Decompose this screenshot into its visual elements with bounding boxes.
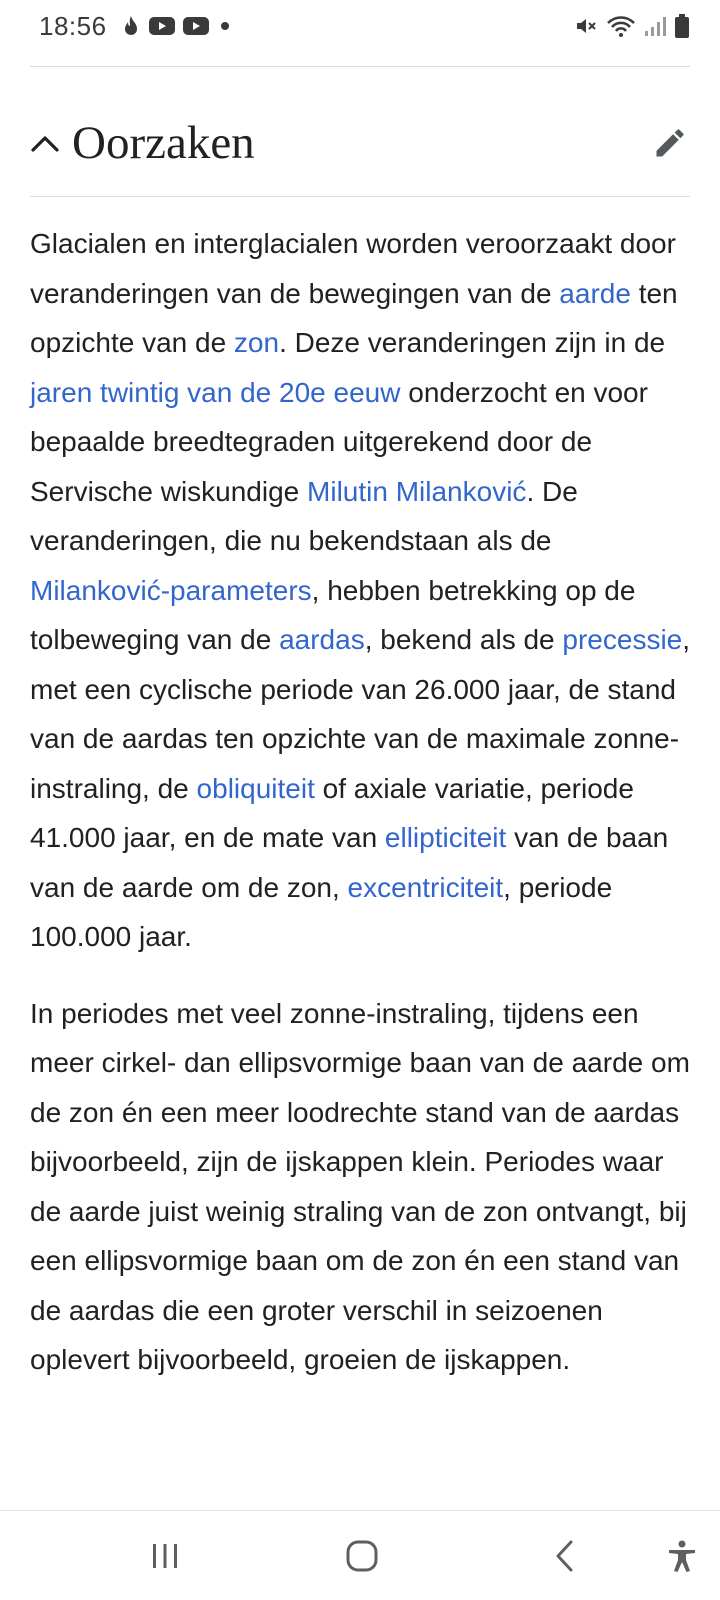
link-milutin-milankovic[interactable]: Milutin Milanković (307, 475, 527, 507)
youtube-icon (183, 16, 209, 36)
text: Glacialen en interglacialen worden veroorzaakt door veranderingen van de bewegingen van de (30, 228, 676, 309)
paragraph: In periodes met veel zonne-instraling, tijdens een meer cirkel- dan ellipsvormige baan van de aarde om de zon én een meer loodrechte stand van de aardas bijvoorbeeld, zijn de ijskappen klein. Periodes waar de aarde juist weinig straling van de zon ontvangt, bij een ellipsvormige baan om de zon én een stand van de aardas die een groter verschil in seizoenen oplevert bijvoorbeeld, groeien de ijskappen. (30, 997, 690, 1375)
back-icon[interactable] (535, 1511, 595, 1600)
recent-apps-icon[interactable] (135, 1511, 195, 1600)
youtube-icon (149, 16, 175, 36)
status-time: 18:56 (39, 10, 107, 41)
navigation-bar (0, 1511, 720, 1600)
text: , met een cyclische periode van 26.000 jaar, de stand van de aardas ten opzichte van de maximale zonne-instraling, de (30, 624, 691, 804)
top-divider (30, 66, 690, 67)
signal-icon (644, 15, 666, 37)
header-divider (30, 196, 690, 197)
text: van de baan van de aarde om de zon, (30, 822, 669, 903)
dot-icon (217, 18, 233, 34)
flame-icon (121, 15, 141, 37)
link-zon[interactable]: zon (233, 327, 280, 358)
home-icon[interactable] (332, 1511, 392, 1600)
text: . De veranderingen, die nu bekendstaan als de (30, 475, 578, 556)
link-ellipticiteit[interactable]: ellipticiteit (384, 822, 507, 853)
text: . Deze veranderingen zijn in de (279, 327, 666, 358)
section-header (30, 108, 690, 178)
section-title: Oorzaken (72, 116, 255, 169)
status-bar (0, 0, 720, 52)
status-left (39, 11, 233, 42)
link-jaren-twintig[interactable]: jaren twintig van de 20e eeuw (30, 376, 401, 408)
paragraph (30, 219, 695, 962)
text: ten opzichte van de (30, 277, 678, 358)
accessibility-icon[interactable] (652, 1511, 712, 1600)
battery-icon (674, 13, 690, 39)
article-content (30, 219, 695, 1385)
section-header-left (30, 116, 255, 169)
text: , periode 100.000 jaar. (30, 871, 613, 952)
text: of axiale variatie, periode 41.000 jaar, en de mate van (30, 772, 634, 853)
mute-icon (574, 14, 598, 38)
link-precessie[interactable]: precessie (562, 624, 683, 655)
link-obliquiteit[interactable]: obliquiteit (196, 772, 315, 804)
text: , bekend als de (364, 624, 563, 655)
link-milankovic-parameters[interactable]: Milanković-parameters (30, 574, 312, 606)
wifi-icon (606, 14, 636, 38)
chevron-up-icon[interactable] (30, 131, 60, 155)
link-aarde[interactable]: aarde (559, 277, 631, 309)
text: onderzocht en voor bepaalde breedtegraden uitgerekend door de Servische wiskundige (30, 376, 648, 507)
pencil-icon[interactable] (652, 125, 688, 161)
link-aardas[interactable]: aardas (279, 624, 365, 655)
text: , hebben betrekking op de tolbeweging van de (30, 574, 636, 655)
status-right (574, 13, 690, 39)
link-excentriciteit[interactable]: excentriciteit (347, 871, 504, 903)
